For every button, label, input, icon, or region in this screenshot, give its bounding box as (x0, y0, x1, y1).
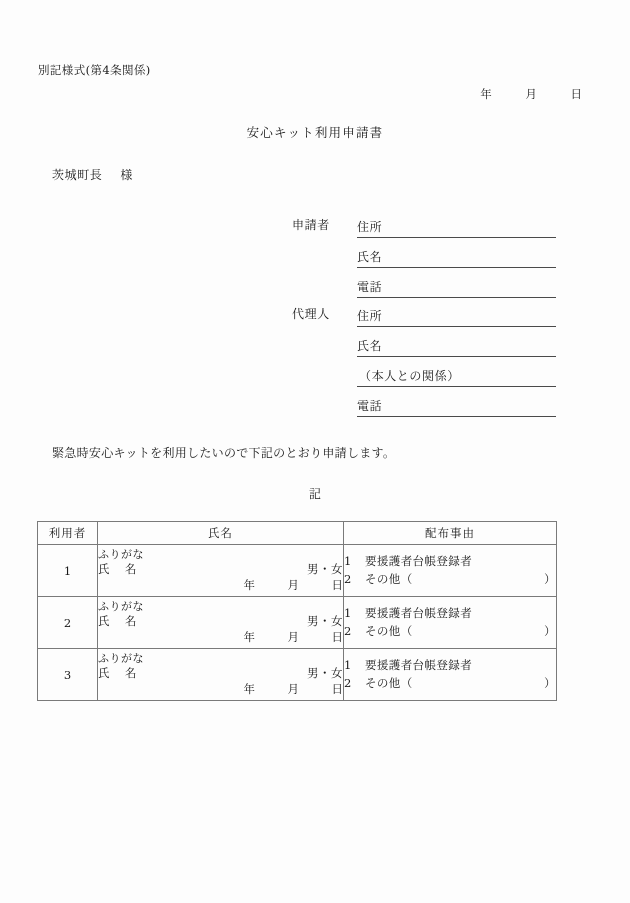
reason-option-1-text: 要援護者台帳登録者 (365, 605, 473, 620)
name-label: 氏 名 (98, 562, 137, 577)
reason-option-2-close-paren: ） (544, 623, 556, 638)
page-title: 安心キット利用申請書 (246, 125, 384, 140)
reason-option-2-close-paren: ） (544, 571, 556, 586)
agent-block (292, 297, 556, 417)
agent-tag: 代理人 (292, 307, 330, 321)
applicant-phone-label: 電話 (357, 280, 383, 294)
table-row (38, 649, 557, 701)
header-user: 利用者 (38, 522, 98, 545)
applicant-phone-field[interactable] (357, 276, 556, 298)
furigana-label: ふりがな (98, 600, 144, 614)
applicant-phone-row (292, 268, 556, 298)
reason-option-1[interactable] (344, 657, 556, 675)
row-name-cell[interactable] (98, 597, 344, 649)
row-reason-cell[interactable] (344, 545, 557, 597)
date-day-unit: 日 (570, 87, 582, 101)
birth-day-unit: 日 (331, 629, 343, 644)
request-statement: 緊急時安心キットを利用したいので下記のとおり申請します。 (52, 446, 396, 460)
birth-month-unit: 月 (287, 681, 299, 696)
name-label: 氏 名 (98, 666, 137, 681)
applicant-block (292, 208, 556, 298)
header-reason: 配布事由 (344, 522, 557, 545)
addressee-name: 茨城町長 (52, 168, 103, 182)
agent-relationship-label: （本人との関係） (359, 369, 460, 383)
table-row (38, 597, 557, 649)
row-user-number: 2 (38, 597, 98, 649)
applicant-address-label: 住所 (357, 220, 383, 234)
birth-day-unit: 日 (331, 577, 343, 592)
agent-phone-field[interactable] (357, 395, 556, 417)
date-month-unit: 月 (525, 87, 537, 101)
birth-year-unit: 年 (243, 629, 255, 644)
reason-option-1-number: 1 (344, 657, 352, 672)
reason-option-1-number: 1 (344, 553, 352, 568)
agent-relationship-row (292, 357, 556, 387)
gender-选-option[interactable]: 男・女 (307, 562, 343, 577)
name-label: 氏 名 (98, 614, 137, 629)
header-name: 氏名 (98, 522, 344, 545)
furigana-label: ふりがな (98, 652, 144, 666)
addressee-honorific: 様 (120, 168, 134, 182)
reason-option-2[interactable] (344, 571, 556, 589)
reason-option-1-text: 要援護者台帳登録者 (365, 553, 473, 568)
reason-option-1[interactable] (344, 605, 556, 623)
applicant-name-label: 氏名 (357, 250, 383, 264)
birth-month-unit: 月 (287, 577, 299, 592)
reason-option-2[interactable] (344, 623, 556, 641)
row-reason-cell[interactable] (344, 649, 557, 701)
reason-option-1-text: 要援護者台帳登録者 (365, 657, 473, 672)
gender-选-option[interactable]: 男・女 (307, 614, 343, 629)
addressee (52, 166, 133, 183)
agent-phone-label: 電話 (357, 399, 383, 413)
reason-option-1[interactable] (344, 553, 556, 571)
agent-address-field[interactable] (357, 305, 556, 327)
applicant-name-field[interactable] (357, 246, 556, 268)
reason-option-2[interactable] (344, 675, 556, 693)
agent-address-row (292, 297, 556, 327)
reason-option-1-number: 1 (344, 605, 352, 620)
applicant-name-row (292, 238, 556, 268)
row-name-cell[interactable] (98, 545, 344, 597)
reason-option-2-text: その他（ (365, 623, 413, 638)
agent-address-label: 住所 (357, 309, 383, 323)
agent-name-label: 氏名 (357, 339, 383, 353)
date-entry-line (480, 86, 582, 102)
agent-phone-row (292, 387, 556, 417)
row-user-number: 1 (38, 545, 98, 597)
birth-day-unit: 日 (331, 681, 343, 696)
reason-option-2-number: 2 (344, 571, 352, 586)
applicant-address-field[interactable] (357, 216, 556, 238)
reason-option-2-text: その他（ (365, 675, 413, 690)
form-code-label: 別記様式(第4条関係) (38, 63, 151, 77)
reason-option-2-number: 2 (344, 675, 352, 690)
applicant-address-row (292, 208, 556, 238)
name-and-gender-line (98, 562, 343, 578)
reason-option-2-number: 2 (344, 623, 352, 638)
agent-relationship-field[interactable] (357, 365, 556, 387)
date-year-unit: 年 (480, 87, 492, 101)
reason-option-2-close-paren: ） (544, 675, 556, 690)
birthdate-line (98, 630, 343, 645)
birthdate-line (98, 578, 343, 593)
gender-选-option[interactable]: 男・女 (307, 666, 343, 681)
applicant-tag: 申請者 (292, 218, 330, 232)
row-reason-cell[interactable] (344, 597, 557, 649)
row-name-cell[interactable] (98, 649, 344, 701)
users-table (37, 521, 557, 701)
name-and-gender-line (98, 666, 343, 682)
reason-option-2-text: その他（ (365, 571, 413, 586)
birthdate-line (98, 682, 343, 697)
birth-month-unit: 月 (287, 629, 299, 644)
table-header-row (38, 522, 557, 545)
ki-marker: 記 (308, 487, 321, 501)
row-user-number: 3 (38, 649, 98, 701)
furigana-label: ふりがな (98, 548, 144, 562)
table-row (38, 545, 557, 597)
birth-year-unit: 年 (243, 577, 255, 592)
agent-name-row (292, 327, 556, 357)
agent-name-field[interactable] (357, 335, 556, 357)
name-and-gender-line (98, 614, 343, 630)
birth-year-unit: 年 (243, 681, 255, 696)
